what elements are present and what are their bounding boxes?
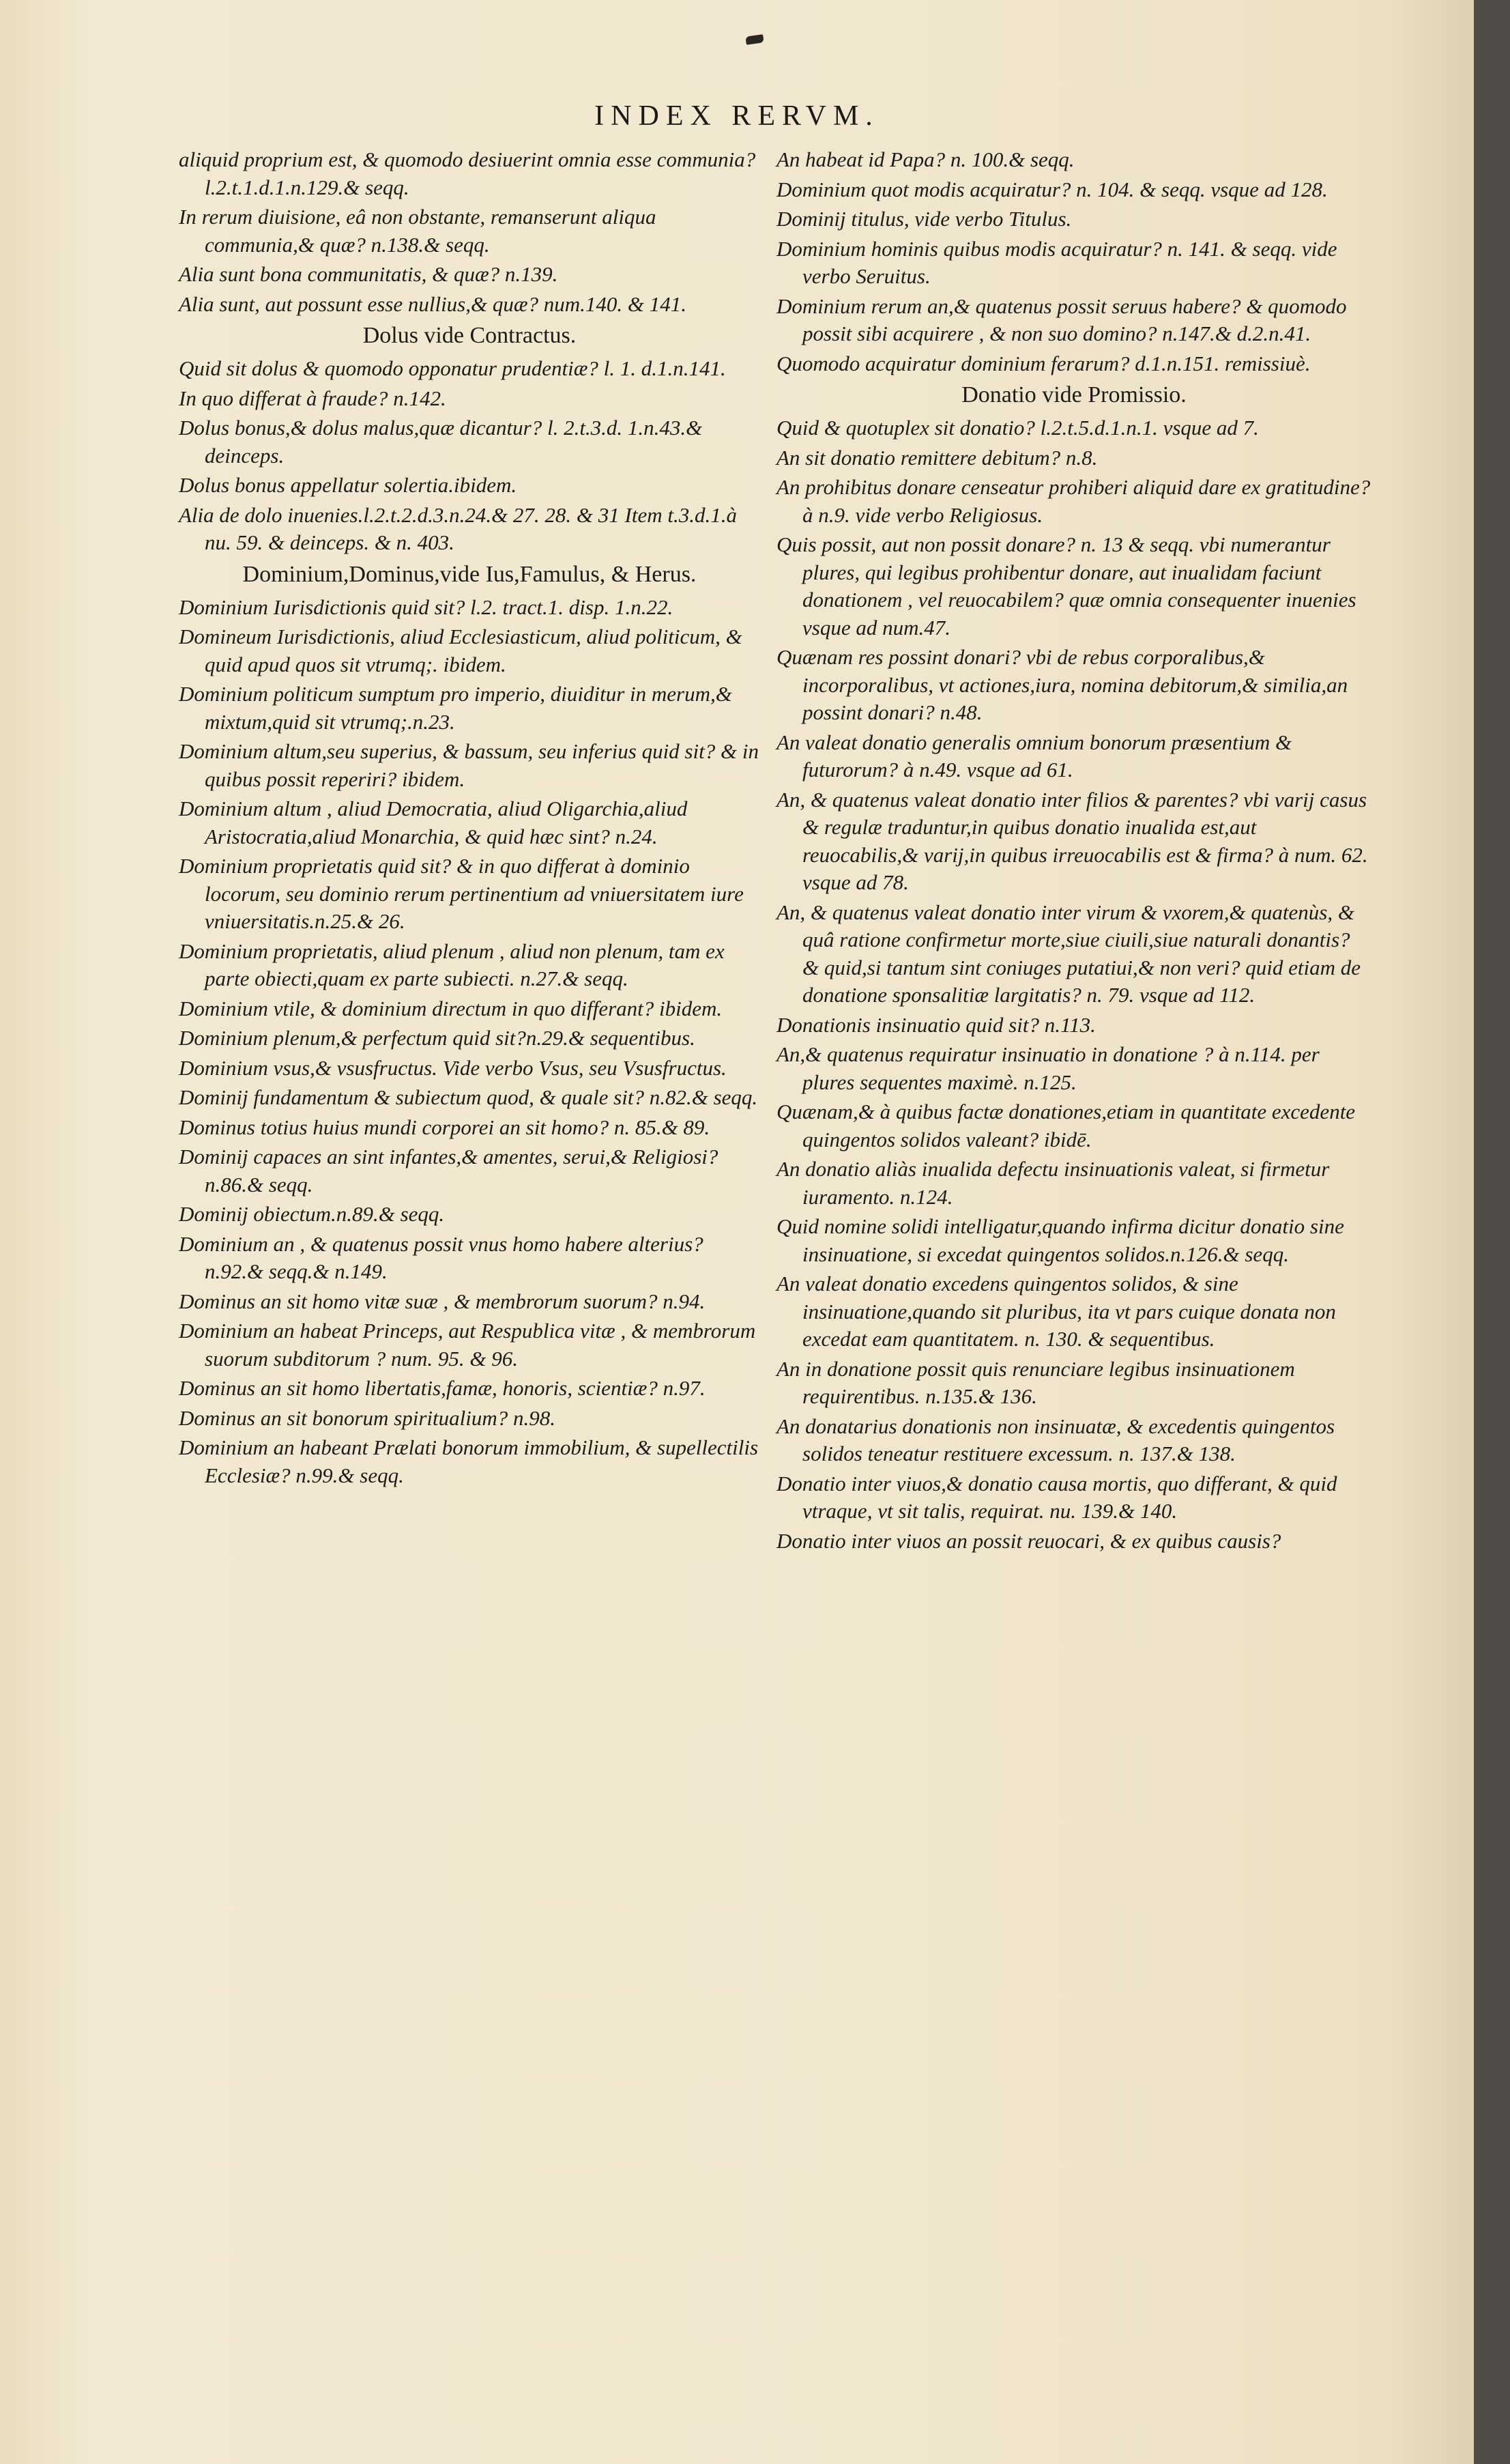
index-entry: Quis possit, aut non possit donare? n. 13 & seqq. vbi numerantur plures, qui legibus prohibentur donare, aut inualidam faciunt donationem , vel reuocabilem? quæ omnia consequenter inuenies vsque ad num.47. <box>776 532 1356 640</box>
index-entry: Dominij titulus, vide verbo Titulus. <box>776 207 1072 231</box>
index-entry: Dominium an habeant Prælati bonorum immobilium, & supellectilis Ecclesiæ? n.99.& seqq. <box>179 1435 759 1487</box>
index-entry: An, & quatenus valeat donatio inter filios & parentes? vbi varij casus & regulæ traduntur,in quibus donatio inualida est,aut reuocabilis,& varij,in quibus irreuocabilis est & firma? à num. 62. vsque ad 78. <box>776 787 1368 894</box>
index-entry: Quid & quotuplex sit donatio? l.2.t.5.d.1.n.1. vsque ad 7. <box>776 416 1259 440</box>
index-entry: Dominium Iurisdictionis quid sit? l.2. tract.1. disp. 1.n.22. <box>179 594 673 619</box>
index-entry: Dolus bonus appellatur solertia.ibidem. <box>179 473 517 497</box>
index-entry: Quomodo acquiratur dominium ferarum? d.1.n.151. remissiuè. <box>776 351 1311 375</box>
ink-mark <box>745 34 764 45</box>
index-entry: Dominium proprietatis, aliud plenum , aliud non plenum, tam ex parte obiecti,quam ex parte subiecti. n.27.& seqq. <box>179 939 725 990</box>
running-header: INDEX RERVM. <box>594 100 880 132</box>
index-entry: Alia de dolo inuenies.l.2.t.2.d.3.n.24.& 27. 28. & 31 Item t.3.d.1.à nu. 59. & deinceps. & n. 403. <box>179 502 737 554</box>
index-entry: In quo differat à fraude? n.142. <box>179 386 446 410</box>
index-entry: Donationis insinuatio quid sit? n.113. <box>776 1012 1096 1037</box>
index-entry: An habeat id Papa? n. 100.& seqq. <box>776 147 1075 171</box>
index-entry: An, & quatenus valeat donatio inter virum & vxorem,& quatenùs, & quâ ratione confirmetur morte,siue ciuili,siue naturali donantis? & quid,si tantum sint coniuges putatiui,& non veri? quid etiam de donatione sponsalitiæ largitatis? n. 79. vsque ad 112. <box>776 900 1361 1007</box>
index-entry: Donatio inter viuos,& donatio causa mortis, quo differant, & quid vtraque, vt sit talis, requirat. nu. 139.& 140. <box>776 1471 1337 1523</box>
index-entry: Dominium altum,seu superius, & bassum, seu inferius quid sit? & in quibus possit reperiri? ibidem. <box>179 739 759 791</box>
index-entry: Dominium plenum,& perfectum quid sit?n.29.& sequentibus. <box>179 1026 695 1050</box>
index-entry: Dominium an habeat Princeps, aut Respublica vitæ , & membrorum suorum subditorum ? num. 95. & 96. <box>179 1319 756 1371</box>
index-entry: Dominus an sit homo libertatis,famæ, honoris, scientiæ? n.97. <box>179 1376 706 1400</box>
index-entry: Dominus an sit bonorum spiritualium? n.98. <box>179 1405 556 1430</box>
index-entry: An donatio aliàs inualida defectu insinuationis valeat, si firmetur iuramento. n.124. <box>776 1157 1330 1209</box>
index-entry: Dominium an , & quatenus possit vnus homo habere alterius? n.92.& seqq.& n.149. <box>179 1231 703 1283</box>
index-entry: An,& quatenus requiratur insinuatio in donatione ? à n.114. per plures sequentes maximè. n.125. <box>776 1042 1320 1094</box>
index-entry: Dominium politicum sumptum pro imperio, diuiditur in merum,& mixtum,quid sit vtrumq;.n.23. <box>179 682 732 734</box>
index-heading: Dolus vide Contractus. <box>362 323 577 348</box>
index-entry: An sit donatio remittere debitum? n.8. <box>776 445 1098 470</box>
index-entry: Quid sit dolus & quomodo opponatur prudentiæ? l. 1. d.1.n.141. <box>179 356 726 380</box>
index-entry: An donatarius donationis non insinuatæ, & excedentis quingentos solidos teneatur restituere excessum. n. 137.& 138. <box>776 1414 1335 1465</box>
index-entry: An prohibitus donare censeatur prohiberi aliquid dare ex gratitudine? à n.9. vide verbo Religiosus. <box>776 475 1371 527</box>
index-entry: Dominium vtile, & dominium directum in quo differant? ibidem. <box>179 996 723 1020</box>
index-entry: Domineum Iurisdictionis, aliud Ecclesiasticum, aliud politicum, & quid apud quos sit vtrumq;. ibidem. <box>179 625 742 676</box>
index-entry: Dominium rerum an,& quatenus possit seruus habere? & quomodo possit sibi acquirere , & non suo domino? n.147.& d.2.n.41. <box>776 293 1347 345</box>
index-column-right <box>776 146 1371 1557</box>
index-entry: In rerum diuisione, eâ non obstante, remanserunt aliqua communia,& quæ? n.138.& seqq. <box>179 205 656 257</box>
index-heading: Dominium,Dominus,vide Ius,Famulus, & Herus. <box>242 561 697 587</box>
index-entry: Quænam res possint donari? vbi de rebus corporalibus,& incorporalibus, vt actiones,iura, nomina debitorum,& similia,an possint donari? n.48. <box>776 645 1348 724</box>
index-entry: An valeat donatio excedens quingentos solidos, & sine insinuatione,quando sit pluribus, ita vt pars cuique donata non excedat eam quantitatem. n. 130. & sequentibus. <box>776 1272 1336 1351</box>
index-entry: Dominium quot modis acquiratur? n. 104. & seqq. vsque ad 128. <box>776 177 1328 201</box>
index-entry: An valeat donatio generalis omnium bonorum præsentium & futurorum? à n.49. vsque ad 61. <box>776 730 1292 782</box>
index-entry: aliquid proprium est, & quomodo desiuerint omnia esse communia? l.2.t.1.d.1.n.129.& seqq. <box>179 147 756 199</box>
index-heading: Donatio vide Promissio. <box>961 382 1187 407</box>
index-entry: An in donatione possit quis renunciare legibus insinuationem requirentibus. n.135.& 136. <box>776 1356 1295 1408</box>
index-entry: Dominij capaces an sint infantes,& amentes, serui,& Religiosi? n.86.& seqq. <box>179 1145 718 1197</box>
index-entry: Alia sunt, aut possunt esse nullius,& quæ? num.140. & 141. <box>179 291 687 316</box>
index-column-left <box>179 146 760 1491</box>
index-entry: Dominij fundamentum & subiectum quod, & quale sit? n.82.& seqq. <box>179 1085 758 1109</box>
index-entry: Donatio inter viuos an possit reuocari, & ex quibus causis? <box>776 1528 1281 1553</box>
index-entry: Quid nomine solidi intelligatur,quando infirma dicitur donatio sine insinuatione, si excedat quingentos solidos.n.126.& seqq. <box>776 1214 1344 1266</box>
index-entry: Dominus totius huius mundi corporei an sit homo? n. 85.& 89. <box>179 1115 710 1139</box>
index-entry: Alia sunt bona communitatis, & quæ? n.139. <box>179 262 558 286</box>
scan-background-edge <box>1474 0 1510 2464</box>
index-entry: Dominij obiectum.n.89.& seqq. <box>179 1202 445 1226</box>
index-entry: Dominus an sit homo vitæ suæ , & membrorum suorum? n.94. <box>179 1289 706 1313</box>
index-entry: Quænam,& à quibus factæ donationes,etiam in quantitate excedente quingentos solidos valeant? ibidē. <box>776 1100 1356 1151</box>
index-entry: Dolus bonus,& dolus malus,quæ dicantur? l. 2.t.3.d. 1.n.43.& deinceps. <box>179 416 703 468</box>
index-entry: Dominium altum , aliud Democratia, aliud Oligarchia,aliud Aristocratia,aliud Monarchia, & quid hæc sint? n.24. <box>179 797 688 848</box>
index-entry: Dominium proprietatis quid sit? & in quo differat à dominio locorum, seu dominio rerum pertinentium ad vniuersitatem iure vniuersitatis.n.25.& 26. <box>179 854 744 933</box>
index-entry: Dominium vsus,& vsusfructus. Vide verbo Vsus, seu Vsusfructus. <box>179 1055 727 1080</box>
index-entry: Dominium hominis quibus modis acquiratur? n. 141. & seqq. vide verbo Seruitus. <box>776 236 1337 288</box>
